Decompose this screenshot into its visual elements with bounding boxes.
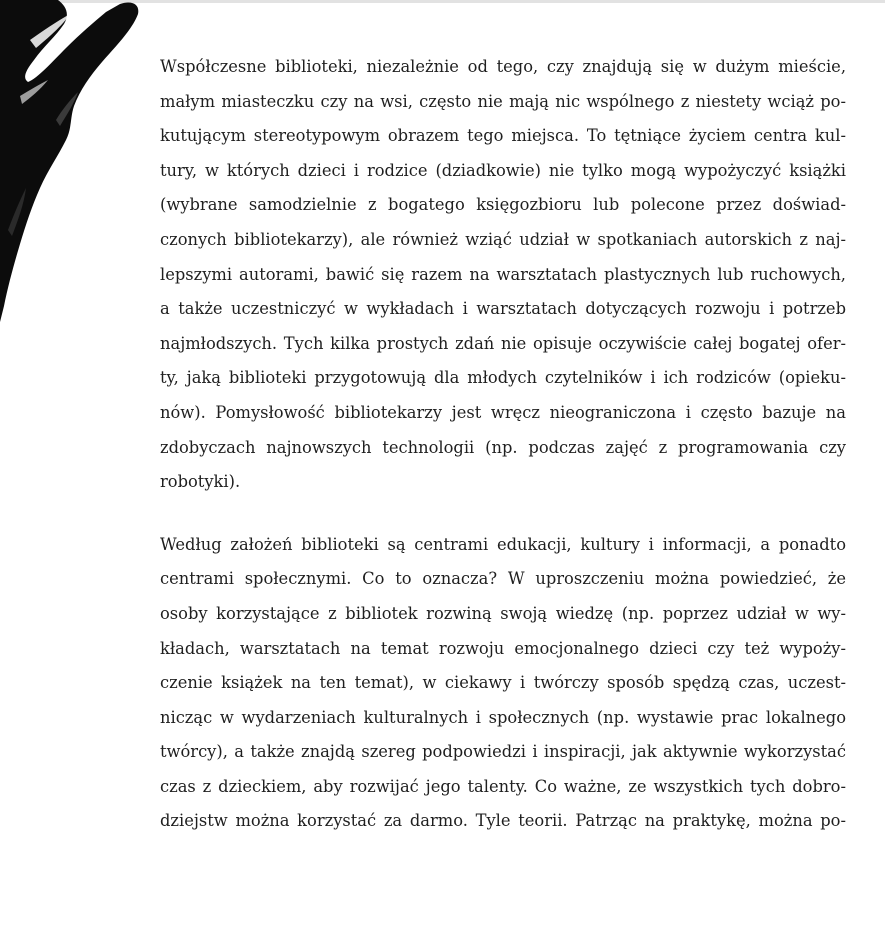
- text-line: dziejstw można korzystać za darmo. Tyle teorii. Patrząc na praktykę, można po-: [160, 811, 846, 831]
- text-line: małym miasteczku czy na wsi, często nie mają nic wspólnego z niestety wciąż po-: [160, 91, 846, 111]
- text-line: nów). Pomysłowość bibliotekarzy jest wręcz nieograniczona i często bazuje na: [160, 402, 846, 422]
- text-line: robotyki).: [160, 472, 241, 492]
- text-line: (wybrane samodzielnie z bogatego księgozbioru lub polecone przez doświad-: [160, 195, 846, 215]
- text-line: a także uczestniczyć w wykładach i warsztatach dotyczących rozwoju i potrzeb: [160, 299, 846, 319]
- text-line: najmłodszych. Tych kilka prostych zdań nie opisuje oczywiście całej bogatej ofer-: [160, 333, 846, 353]
- text-line: kładach, warsztatach na temat rozwoju emocjonalnego dzieci czy też wypoży-: [160, 638, 846, 658]
- text-line: ty, jaką biblioteki przygotowują dla młodych czytelników i ich rodziców (opieku-: [160, 368, 846, 388]
- paragraph-1: [160, 50, 846, 500]
- text-line: twórcy), a także znajdą szereg podpowiedzi i inspiracji, jak aktywnie wykorzystać: [160, 742, 846, 762]
- paragraph-2: [160, 528, 846, 839]
- text-line: tury, w których dzieci i rodzice (dziadkowie) nie tylko mogą wypożyczyć książki: [160, 160, 846, 180]
- text-line: czas z dzieckiem, aby rozwijać jego talenty. Co ważne, ze wszystkich tych dobro-: [160, 776, 846, 796]
- text-line: Według założeń biblioteki są centrami edukacji, kultury i informacji, a ponadto: [160, 534, 846, 554]
- text-line: nicząc w wydarzeniach kulturalnych i społecznych (np. wystawie prac lokalnego: [160, 707, 846, 727]
- text-line: zdobyczach najnowszych technologii (np. podczas zajęć z programowania czy: [160, 437, 846, 457]
- text-line: Współczesne biblioteki, niezależnie od tego, czy znajdują się w dużym mieście,: [160, 57, 846, 76]
- brush-stroke-decoration: [0, 0, 150, 340]
- text-line: czenie książek na ten temat), w ciekawy i twórczy sposób spędzą czas, uczest-: [160, 673, 846, 693]
- text-line: osoby korzystające z bibliotek rozwiną swoją wiedzę (np. poprzez udział w wy-: [160, 603, 846, 623]
- text-line: lepszymi autorami, bawić się razem na warsztatach plastycznych lub ruchowych,: [160, 264, 846, 284]
- body-text: [160, 50, 846, 839]
- text-line: centrami społecznymi. Co to oznacza? W uproszczeniu można powiedzieć, że: [160, 569, 846, 589]
- text-line: kutującym stereotypowym obrazem tego miejsca. To tętniące życiem centra kul-: [160, 126, 846, 146]
- text-line: czonych bibliotekarzy), ale również wziąć udział w spotkaniach autorskich z naj-: [160, 229, 846, 249]
